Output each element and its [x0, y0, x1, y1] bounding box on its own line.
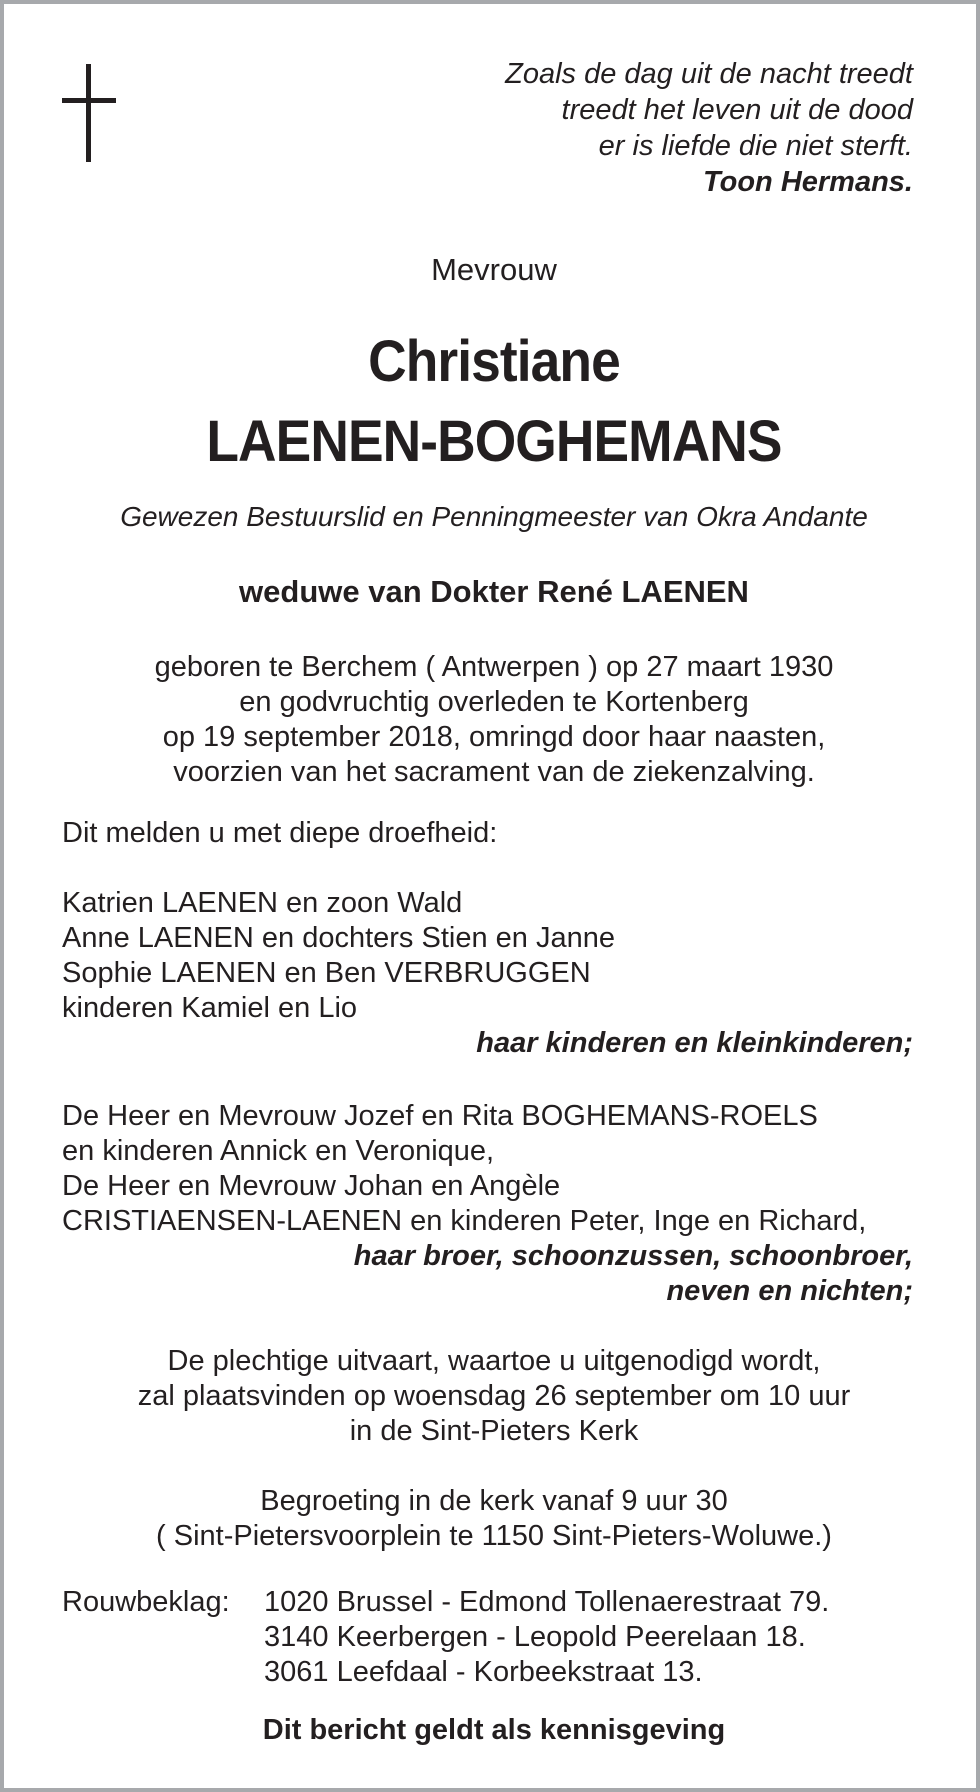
- family-line: CRISTIAENSEN-LAENEN en kinderen Peter, Inge en Richard,: [62, 1205, 867, 1237]
- biography-line: geboren te Berchem ( Antwerpen ) op 27 maart 1930: [154, 651, 834, 683]
- address-line: 1020 Brussel - Edmond Tollenaerestraat 79.: [264, 1586, 830, 1618]
- biography-line: en godvruchtig overleden te Kortenberg: [239, 686, 749, 718]
- siblings-relation: neven en nichten;: [666, 1275, 913, 1307]
- greeting-line: Begroeting in de kerk vanaf 9 uur 30: [260, 1485, 728, 1517]
- siblings-block: [62, 1099, 913, 1309]
- cross-icon: [62, 64, 116, 162]
- condolence-label: Rouwbeklag:: [62, 1586, 230, 1618]
- deceased-surname: LAENEN-BOGHEMANS: [206, 409, 782, 474]
- address-line: 3061 Leefdaal - Korbeekstraat 13.: [264, 1656, 703, 1688]
- notice: Dit bericht geldt als kennisgeving: [262, 1714, 726, 1746]
- children-block: [62, 886, 913, 1061]
- family-line: De Heer en Mevrouw Jozef en Rita BOGHEMANS-ROELS: [62, 1100, 818, 1132]
- greeting-line: ( Sint-Pietersvoorplein te 1150 Sint-Pieters-Woluwe.): [156, 1520, 832, 1552]
- children-relation: haar kinderen en kleinkinderen;: [476, 1027, 913, 1059]
- deceased-name: [43, 322, 945, 482]
- quote-line: er is liefde die niet sterft.: [598, 130, 913, 162]
- deceased-first-name: Christiane: [368, 329, 620, 394]
- family-line: Anne LAENEN en dochters Stien en Janne: [62, 922, 615, 954]
- funeral-line: zal plaatsvinden op woensdag 26 september om 10 uur: [137, 1380, 851, 1412]
- siblings-relation: haar broer, schoonzussen, schoonbroer,: [353, 1240, 913, 1272]
- widow-of: weduwe van Dokter René LAENEN: [239, 574, 749, 609]
- biography-line: op 19 september 2018, omringd door haar naasten,: [162, 721, 826, 753]
- quote-line: treedt het leven uit de dood: [561, 94, 913, 126]
- family-line: Katrien LAENEN en zoon Wald: [62, 887, 463, 919]
- funeral-line: in de Sint-Pieters Kerk: [349, 1415, 639, 1447]
- salutation: Mevrouw: [431, 252, 557, 287]
- address-line: 3140 Keerbergen - Leopold Peerelaan 18.: [264, 1621, 806, 1653]
- address-list: [264, 1585, 829, 1690]
- poem-quote: [505, 56, 913, 200]
- funeral-info: [4, 1344, 980, 1449]
- condolence-addresses: [62, 1585, 829, 1690]
- greeting-info: [4, 1484, 980, 1554]
- biography: [4, 650, 980, 790]
- quote-line: Zoals de dag uit de nacht treedt: [505, 58, 913, 90]
- quote-author: Toon Hermans.: [702, 166, 913, 198]
- family-line: kinderen Kamiel en Lio: [62, 992, 358, 1024]
- biography-line: voorzien van het sacrament van de ziekenzalving.: [173, 756, 815, 788]
- deceased-role: Gewezen Bestuurslid en Penningmeester van Okra Andante: [120, 501, 868, 532]
- family-line: Sophie LAENEN en Ben VERBRUGGEN: [62, 957, 591, 989]
- family-line: en kinderen Annick en Veronique,: [62, 1135, 495, 1167]
- family-line: De Heer en Mevrouw Johan en Angèle: [62, 1170, 561, 1202]
- funeral-line: De plechtige uitvaart, waartoe u uitgenodigd wordt,: [167, 1345, 821, 1377]
- announcement: Dit melden u met diepe droefheid:: [62, 817, 498, 849]
